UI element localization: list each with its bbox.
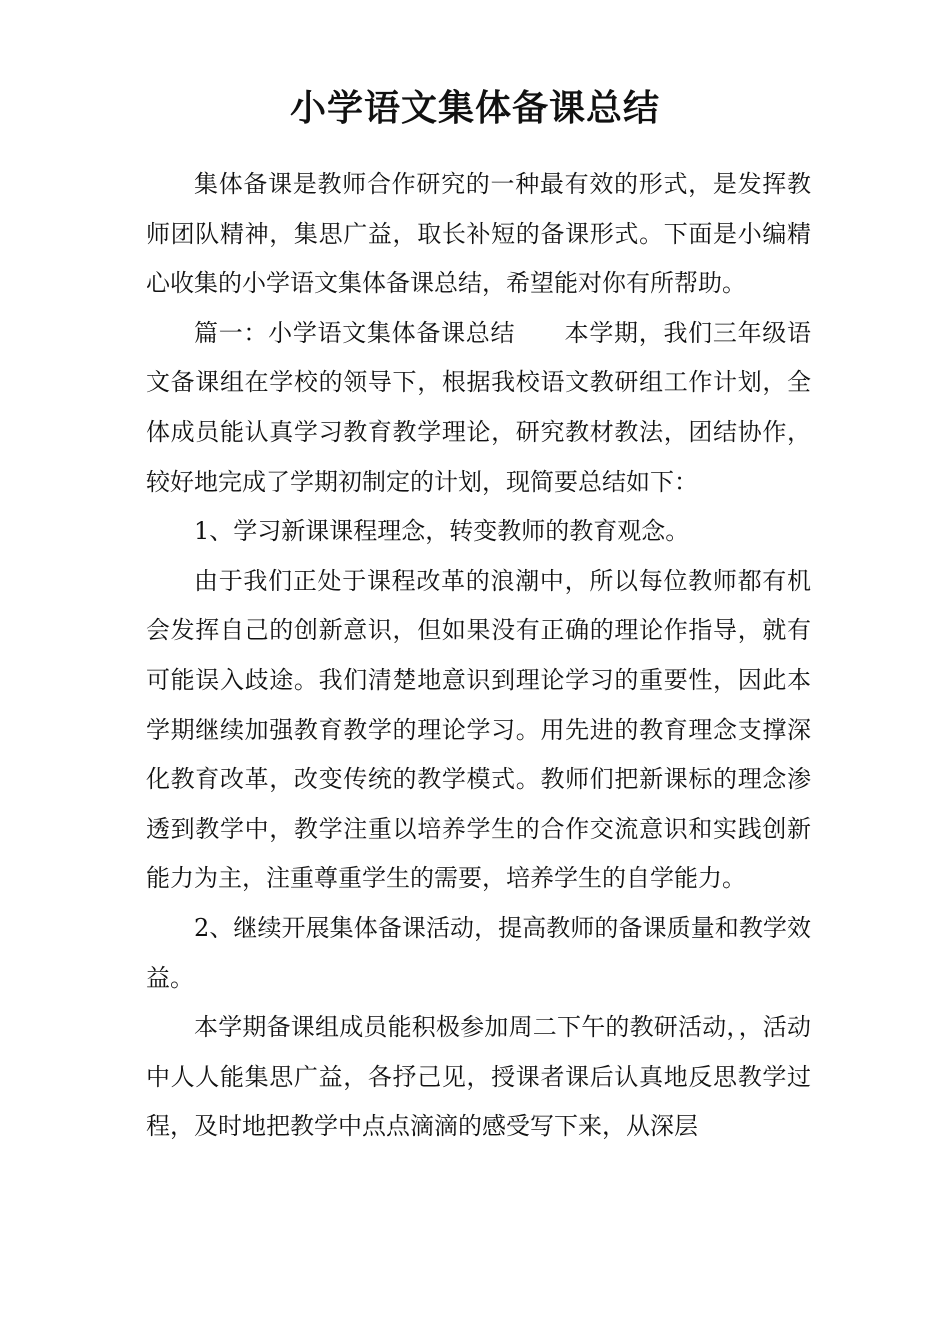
- document-body: [146, 160, 811, 1152]
- paragraph-theory: 由于我们正处于课程改革的浪潮中，所以每位教师都有机会发挥自己的创新意识，但如果没有正确的理论作指导，就有可能误入歧途。我们清楚地意识到理论学习的重要性，因此本学期继续加强教育教学的理论学习。用先进的教育理念支撑深化教育改革，改变传统的教学模式。教师们把新课标的理念渗透到教学中，教学注重以培养学生的合作交流意识和实践创新能力为主，注重尊重学生的需要，培养学生的自学能力。: [146, 566, 811, 893]
- paragraph-intro: 集体备课是教师合作研究的一种最有效的形式，是发挥教师团队精神，集思广益，取长补短的备课形式。下面是小编精心收集的小学语文集体备课总结，希望能对你有所帮助。: [146, 170, 811, 298]
- paragraph-heading-1: 1、学习新课课程理念，转变教师的教育观念。: [194, 517, 690, 546]
- document-title: 小学语文集体备课总结: [289, 87, 660, 129]
- paragraph-heading-2: 2、继续开展集体备课活动，提高教师的备课质量和教学效益。: [146, 913, 811, 992]
- paragraph-activities: 本学期备课组成员能积极参加周二下午的教研活动，，活动中人人能集思广益，各抒己见，授课者课后认真地反思教学过程，及时地把教学中点点滴滴的感受写下来，从深层: [146, 1013, 811, 1141]
- paragraph-part-one: 篇一：小学语文集体备课总结 本学期，我们三年级语文备课组在学校的领导下，根据我校语文教研组工作计划，全体成员能认真学习教育教学理论，研究教材教法，团结协作，较好地完成了学期初制定的计划，现简要总结如下：: [146, 318, 811, 496]
